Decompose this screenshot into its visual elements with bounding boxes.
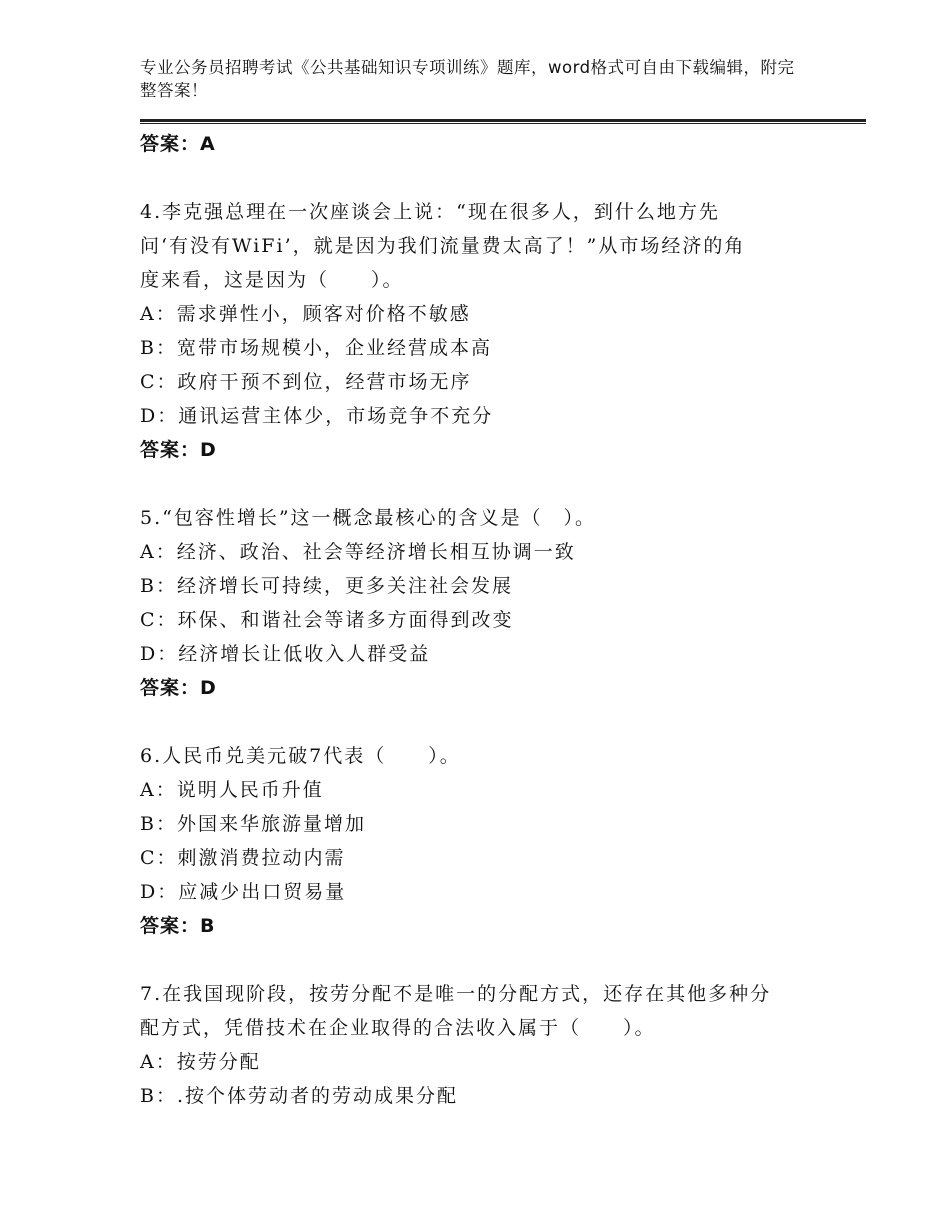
option-d: D：通讯运营主体少，市场竞争不充分 bbox=[140, 405, 494, 427]
header-rule bbox=[140, 119, 866, 124]
question-4 bbox=[140, 195, 840, 467]
option-a: A：经济、政治、社会等经济增长相互协调一致 bbox=[140, 541, 576, 563]
question-stem: 5.“包容性增长”这一概念最核心的含义是（ ）。 bbox=[140, 507, 597, 529]
option-c: C：政府干预不到位，经营市场无序 bbox=[140, 371, 472, 393]
option-a: A：按劳分配 bbox=[140, 1051, 261, 1073]
question-stem: 度来看，这是因为（ ）。 bbox=[140, 269, 404, 291]
option-d: D：经济增长让低收入人群受益 bbox=[140, 643, 431, 665]
answer: 答案：B bbox=[140, 915, 216, 937]
answer: 答案：D bbox=[140, 439, 217, 461]
question-7 bbox=[140, 977, 840, 1113]
spacer bbox=[140, 705, 840, 739]
question-5 bbox=[140, 501, 840, 705]
option-b: B：外国来华旅游量增加 bbox=[140, 813, 366, 835]
document-body bbox=[140, 127, 840, 1113]
option-b: B：经济增长可持续，更多关注社会发展 bbox=[140, 575, 513, 597]
answer: 答案：D bbox=[140, 677, 217, 699]
option-b: B：宽带市场规模小，企业经营成本高 bbox=[140, 337, 492, 359]
option-b: B：.按个体劳动者的劳动成果分配 bbox=[140, 1085, 459, 1107]
question-stem: 问‘有没有WiFi’，就是因为我们流量费太高了！”从市场经济的角 bbox=[140, 235, 746, 257]
spacer bbox=[140, 943, 840, 977]
question-stem: 4.李克强总理在一次座谈会上说：“现在很多人，到什么地方先 bbox=[140, 201, 720, 223]
spacer bbox=[140, 161, 840, 195]
option-a: A：说明人民币升值 bbox=[140, 779, 324, 801]
question-stem: 配方式，凭借技术在企业取得的合法收入属于（ ）。 bbox=[140, 1017, 656, 1039]
spacer bbox=[140, 467, 840, 501]
question-stem: 6.人民币兑美元破7代表（ ）。 bbox=[140, 745, 461, 767]
option-a: A：需求弹性小，顾客对价格不敏感 bbox=[140, 303, 471, 325]
question-stem: 7.在我国现阶段，按劳分配不是唯一的分配方式，还存在其他多种分 bbox=[140, 983, 772, 1005]
page-header: 专业公务员招聘考试《公共基础知识专项训练》题库，word格式可自由下载编辑，附完整答案！ bbox=[140, 58, 795, 100]
option-c: C：环保、和谐社会等诸多方面得到改变 bbox=[140, 609, 514, 631]
question-6 bbox=[140, 739, 840, 943]
option-c: C：刺激消费拉动内需 bbox=[140, 847, 346, 869]
answer-previous: 答案：A bbox=[140, 133, 216, 155]
option-d: D：应减少出口贸易量 bbox=[140, 881, 347, 903]
